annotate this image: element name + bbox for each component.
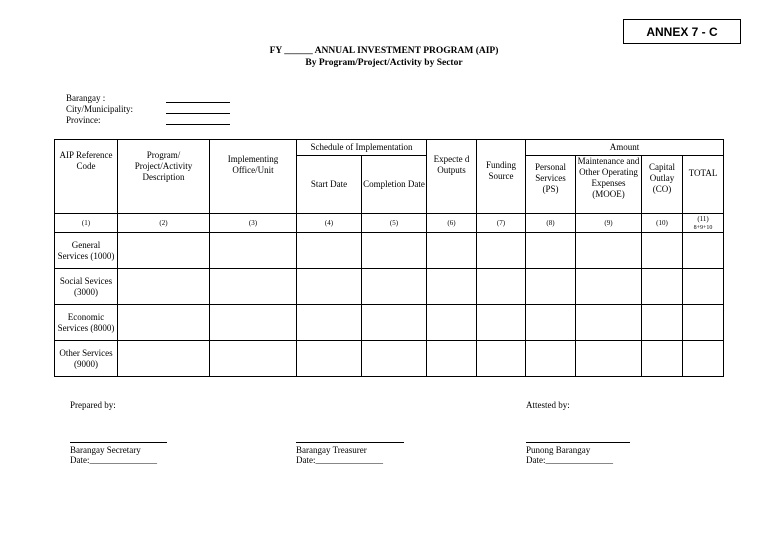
secretary-signature-block [70, 442, 167, 465]
col-number-3: (3) [210, 214, 297, 233]
col-number-11-label: (11) [697, 215, 709, 223]
barangay-label: Barangay : [66, 93, 106, 103]
aip-table [54, 139, 724, 377]
header-total: TOTAL [683, 156, 724, 214]
col-number-1: (1) [55, 214, 118, 233]
secretary-title: Barangay Secretary [70, 445, 141, 455]
attested-by-label: Attested by: [526, 400, 570, 410]
header-aip-ref: AIP Reference Code [55, 140, 118, 214]
header-ps: Personal Services (PS) [526, 156, 576, 214]
header-program: Program/ Project/Activity Description [118, 140, 210, 214]
col-number-7: (7) [477, 214, 526, 233]
col-number-11-formula: 8+9+10 [693, 225, 713, 231]
header-mooe: Maintenance and Other Operating Expenses (MOOE) [576, 156, 642, 214]
treasurer-signature-line [296, 442, 404, 443]
barangay-blank-line [166, 102, 230, 103]
city-blank-line [166, 113, 230, 114]
treasurer-date: Date:_______________ [296, 455, 383, 465]
header-office: Implementing Office/Unit [210, 140, 297, 214]
col-number-8: (8) [526, 214, 576, 233]
header-outputs: Expecte d Outputs [427, 140, 477, 214]
table-row [55, 305, 724, 341]
header-co: Capital Outlay (CO) [642, 156, 683, 214]
province-blank-line [166, 124, 230, 125]
punong-signature-line [526, 442, 630, 443]
col-number-11 [683, 214, 724, 233]
document-title: FY ______ ANNUAL INVESTMENT PROGRAM (AIP) [269, 46, 499, 56]
province-label: Province: [66, 115, 101, 125]
row-label-social: Social Sevices (3000) [55, 269, 118, 305]
city-label: City/Municipality: [66, 104, 133, 114]
province-field [66, 115, 101, 125]
header-start-date: Start Date [297, 156, 362, 214]
row-label-general: General Services (1000) [55, 233, 118, 269]
document-subtitle: By Program/Project/Activity by Sector [305, 58, 463, 68]
table-row [55, 341, 724, 377]
col-number-4: (4) [297, 214, 362, 233]
table-row [55, 269, 724, 305]
row-label-other: Other Services (9000) [55, 341, 118, 377]
header-funding: Funding Source [477, 140, 526, 214]
treasurer-title: Barangay Treasurer [296, 445, 367, 455]
barangay-field [66, 93, 105, 103]
col-number-6: (6) [427, 214, 477, 233]
city-field [66, 104, 133, 114]
secretary-date: Date:_______________ [70, 455, 157, 465]
col-number-9: (9) [576, 214, 642, 233]
header-completion-date: Completion Date [362, 156, 427, 214]
secretary-signature-line [70, 442, 167, 443]
table-row [55, 233, 724, 269]
punong-date: Date:_______________ [526, 455, 613, 465]
annex-label: ANNEX 7 - C [623, 19, 741, 44]
punong-signature-block [526, 442, 630, 465]
prepared-by-label: Prepared by: [70, 400, 116, 410]
col-number-2: (2) [118, 214, 210, 233]
col-number-10: (10) [642, 214, 683, 233]
treasurer-signature-block [296, 442, 404, 465]
header-amount: Amount [526, 140, 724, 156]
row-label-economic: Economic Services (8000) [55, 305, 118, 341]
punong-title: Punong Barangay [526, 445, 591, 455]
col-number-5: (5) [362, 214, 427, 233]
header-schedule: Schedule of Implementation [297, 140, 427, 156]
